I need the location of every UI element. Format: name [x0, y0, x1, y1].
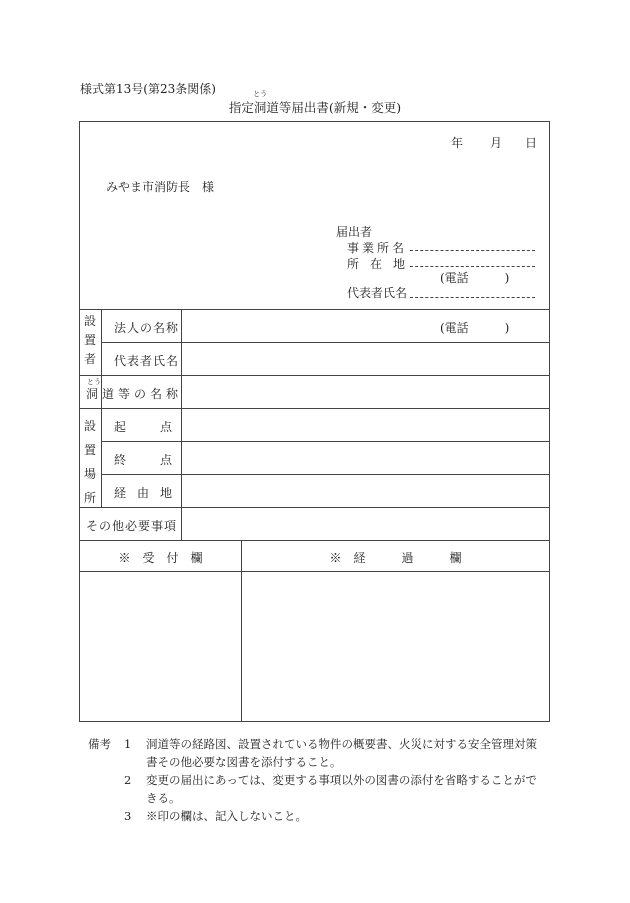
row-divider — [80, 375, 550, 376]
title-ruby-text: とう — [253, 90, 268, 98]
tunnel-ruby-text: とう — [87, 378, 101, 386]
other-label: その他必要事項 — [86, 519, 178, 533]
title-suffix: 道等届出書(新規・変更) — [266, 100, 402, 115]
row-divider — [101, 342, 550, 343]
note-text: きる。 — [146, 791, 181, 805]
address-label: 所在地 — [347, 257, 417, 271]
note-number: 1 — [124, 737, 132, 751]
representative-line — [410, 297, 535, 298]
col-divider — [101, 408, 102, 507]
corp-rep-label: 代表者氏名 — [114, 354, 180, 368]
form-number: 様式第13号(第23条関係) — [80, 82, 216, 96]
end-label: 終点 — [114, 453, 207, 467]
row-divider — [80, 571, 550, 572]
via-label: 経由地 — [114, 486, 184, 500]
tunnel-name-label — [86, 378, 183, 402]
corp-phone: (電話 ) — [440, 321, 510, 335]
tunnel-name-rest: 道等の名称 — [102, 387, 183, 401]
date-day: 日 — [525, 136, 538, 150]
date-month: 月 — [490, 136, 503, 150]
title-prefix: 指定 — [228, 100, 254, 115]
note-number: 3 — [124, 809, 132, 823]
applicant-label: 届出者 — [336, 225, 373, 239]
row-divider — [101, 441, 550, 442]
row-divider — [80, 408, 550, 409]
title-ruby — [253, 90, 268, 116]
title-ruby-base: 洞 — [253, 100, 267, 115]
col-divider — [241, 540, 242, 722]
notes-label: 備考 — [88, 737, 111, 751]
note-text: 変更の届出にあっては、変更する事項以外の図書の添付を省略することがで — [146, 773, 537, 787]
progress-header: ※ 経 過 欄 — [329, 551, 462, 565]
note-number: 2 — [124, 773, 132, 787]
row-divider — [80, 540, 550, 541]
address-line — [410, 266, 535, 267]
representative-label: 代表者氏名 — [347, 286, 408, 300]
note-text: 洞道等の経路図、設置されている物件の概要書、火災に対する安全管理対策 — [146, 737, 537, 751]
reception-header: ※ 受 付 欄 — [118, 551, 203, 565]
row-divider — [101, 474, 550, 475]
row-divider — [80, 507, 550, 508]
corp-name-label: 法人の名称 — [114, 321, 180, 335]
tunnel-ruby-base: 洞 — [86, 387, 103, 401]
tunnel-ruby — [86, 378, 103, 402]
col-divider — [181, 309, 182, 375]
start-label: 起点 — [114, 420, 207, 434]
note-text: 書その他必要な図書を添付すること。 — [146, 755, 342, 769]
office-name-line — [410, 250, 535, 251]
note-text: ※印の欄は、記入しないこと。 — [146, 809, 307, 823]
date-year: 年 — [451, 136, 464, 150]
installer-label: 設置者 — [83, 314, 96, 366]
location-label: 設置場所 — [83, 419, 96, 505]
office-name-label: 事業所名 — [347, 241, 408, 255]
document-title — [0, 90, 630, 116]
addressee: みやま市消防長 様 — [106, 180, 215, 194]
header-phone: (電話 ) — [440, 271, 510, 285]
row-divider — [80, 309, 550, 310]
form-table — [79, 121, 550, 722]
